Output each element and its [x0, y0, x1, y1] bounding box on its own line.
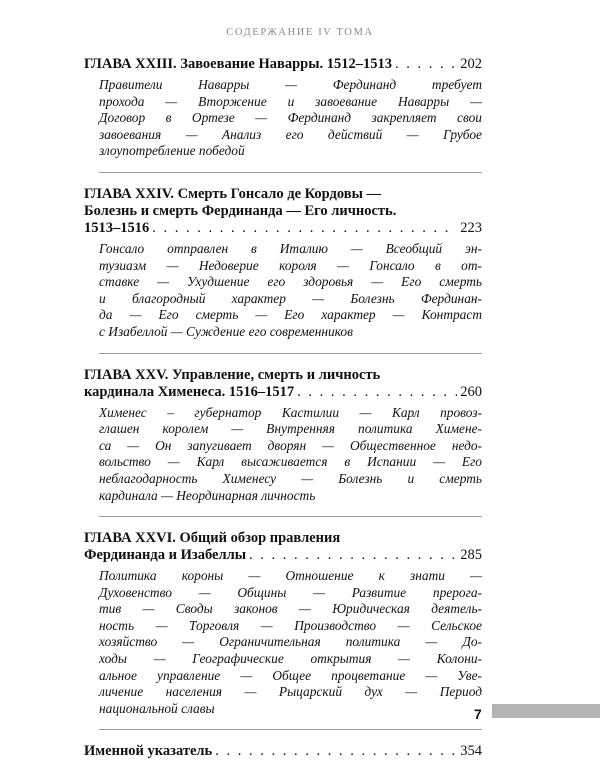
dot-leader: [395, 56, 457, 73]
summary-line: кардинала — Неординарная личность: [99, 487, 316, 503]
chapter-heading[interactable]: [84, 367, 482, 401]
summary-line: злоупотребление победой: [99, 143, 245, 159]
summary-line: хозяйство — Ограничительная политика — До-: [99, 634, 482, 650]
dot-leader: [152, 220, 457, 237]
dot-leader: [297, 384, 457, 401]
chapter-heading[interactable]: [84, 530, 482, 564]
chapter-title-line: ГЛАВА XXIV. Смерть Гонсало де Кордовы —: [84, 185, 382, 202]
chapter-summary: [99, 405, 482, 518]
chapter-heading[interactable]: [84, 186, 482, 237]
toc-entry-name-index: [84, 743, 482, 760]
summary-line: вольство — Карл высаживается в Испании — Его: [99, 454, 482, 470]
summary-line: и благородный характер — Болезнь Фердинан-: [99, 290, 482, 306]
toc-entry-chapter-26: [84, 530, 482, 730]
chapter-summary: [99, 77, 482, 173]
summary-line: тив — Своды законов — Юридическая деятель-: [99, 601, 482, 617]
chapter-heading[interactable]: [84, 56, 482, 73]
toc-entry-chapter-23: [84, 56, 482, 173]
summary-line: са — Он запугивает дворян — Общественное недо-: [99, 437, 482, 453]
summary-line: неблагодарность Хименесу — Болезнь и смерть: [99, 470, 482, 486]
page-number: 260: [460, 383, 482, 400]
toc-entry-chapter-24: [84, 186, 482, 354]
summary-line: прохода — Вторжение и завоевание Наварры —: [99, 93, 482, 109]
summary-line: Политика короны — Отношение к знати —: [99, 568, 482, 584]
page-number: 223: [460, 219, 482, 236]
summary-line: Духовенство — Общины — Развитие прерога-: [99, 584, 482, 600]
chapter-title-line: кардинала Хименеса. 1516–1517: [84, 383, 295, 400]
summary-line: Хименес – губернатор Кастилии — Карл провоз-: [99, 404, 482, 420]
summary-line: личение населения — Рыцарский дух — Период: [99, 684, 482, 700]
chapter-title-line: 1513–1516: [84, 219, 150, 236]
summary-line: ность — Торговля — Производство — Сельское: [99, 617, 482, 633]
chapter-title-line: ГЛАВА XXIII. Завоевание Наварры. 1512–1513: [84, 56, 393, 72]
dot-leader: [249, 547, 457, 564]
summary-line: ходы — Географические открытия — Колони-: [99, 651, 482, 667]
page-number: 354: [460, 743, 482, 760]
chapter-title-line: Болезнь и смерть Фердинанда — Его личность.: [84, 202, 397, 219]
summary-line: завоевания — Анализ его действий — Грубое: [99, 126, 482, 142]
index-heading[interactable]: [84, 743, 482, 760]
summary-line: национальной славы: [99, 700, 215, 716]
chapter-title-line: ГЛАВА XXV. Управление, смерть и личность: [84, 366, 381, 383]
folio-page-number: 7: [474, 706, 482, 722]
summary-line: тузиазм — Недоверие короля — Гонсало в от-: [99, 257, 482, 273]
summary-line: Гонсало отправлен в Италию — Всеобщий эн-: [99, 240, 482, 256]
summary-line: альное управление — Общее процветание — Уве-: [99, 667, 482, 683]
chapter-summary: [99, 568, 482, 730]
summary-line: ставке — Ухудшение его здоровья — Его смерть: [99, 274, 482, 290]
dot-leader: [215, 743, 457, 760]
chapter-title-line: ГЛАВА XXVI. Общий обзор правления: [84, 530, 341, 547]
summary-line: Договор в Ортезе — Фердинанд закрепляет свои: [99, 110, 482, 126]
index-label: Именной указатель: [84, 743, 213, 760]
running-head: СОДЕРЖАНИЕ IV ТОМА: [226, 27, 374, 38]
summary-line: да — Его смерть — Его характер — Контраст: [99, 307, 482, 323]
chapter-title-line: Фердинанда и Изабеллы: [84, 547, 247, 564]
summary-line: Правители Наварры — Фердинанд требует: [99, 77, 482, 92]
chapter-summary: [99, 241, 482, 354]
table-of-contents: [84, 56, 482, 760]
summary-line: глашен королем — Внутренняя политика Хименe-: [99, 421, 482, 437]
folio-decorative-bar: [492, 704, 600, 718]
page-number: 202: [460, 56, 482, 72]
summary-line: с Изабеллой — Суждение его современников: [99, 323, 353, 339]
page-number: 285: [460, 547, 482, 564]
toc-entry-chapter-25: [84, 367, 482, 518]
